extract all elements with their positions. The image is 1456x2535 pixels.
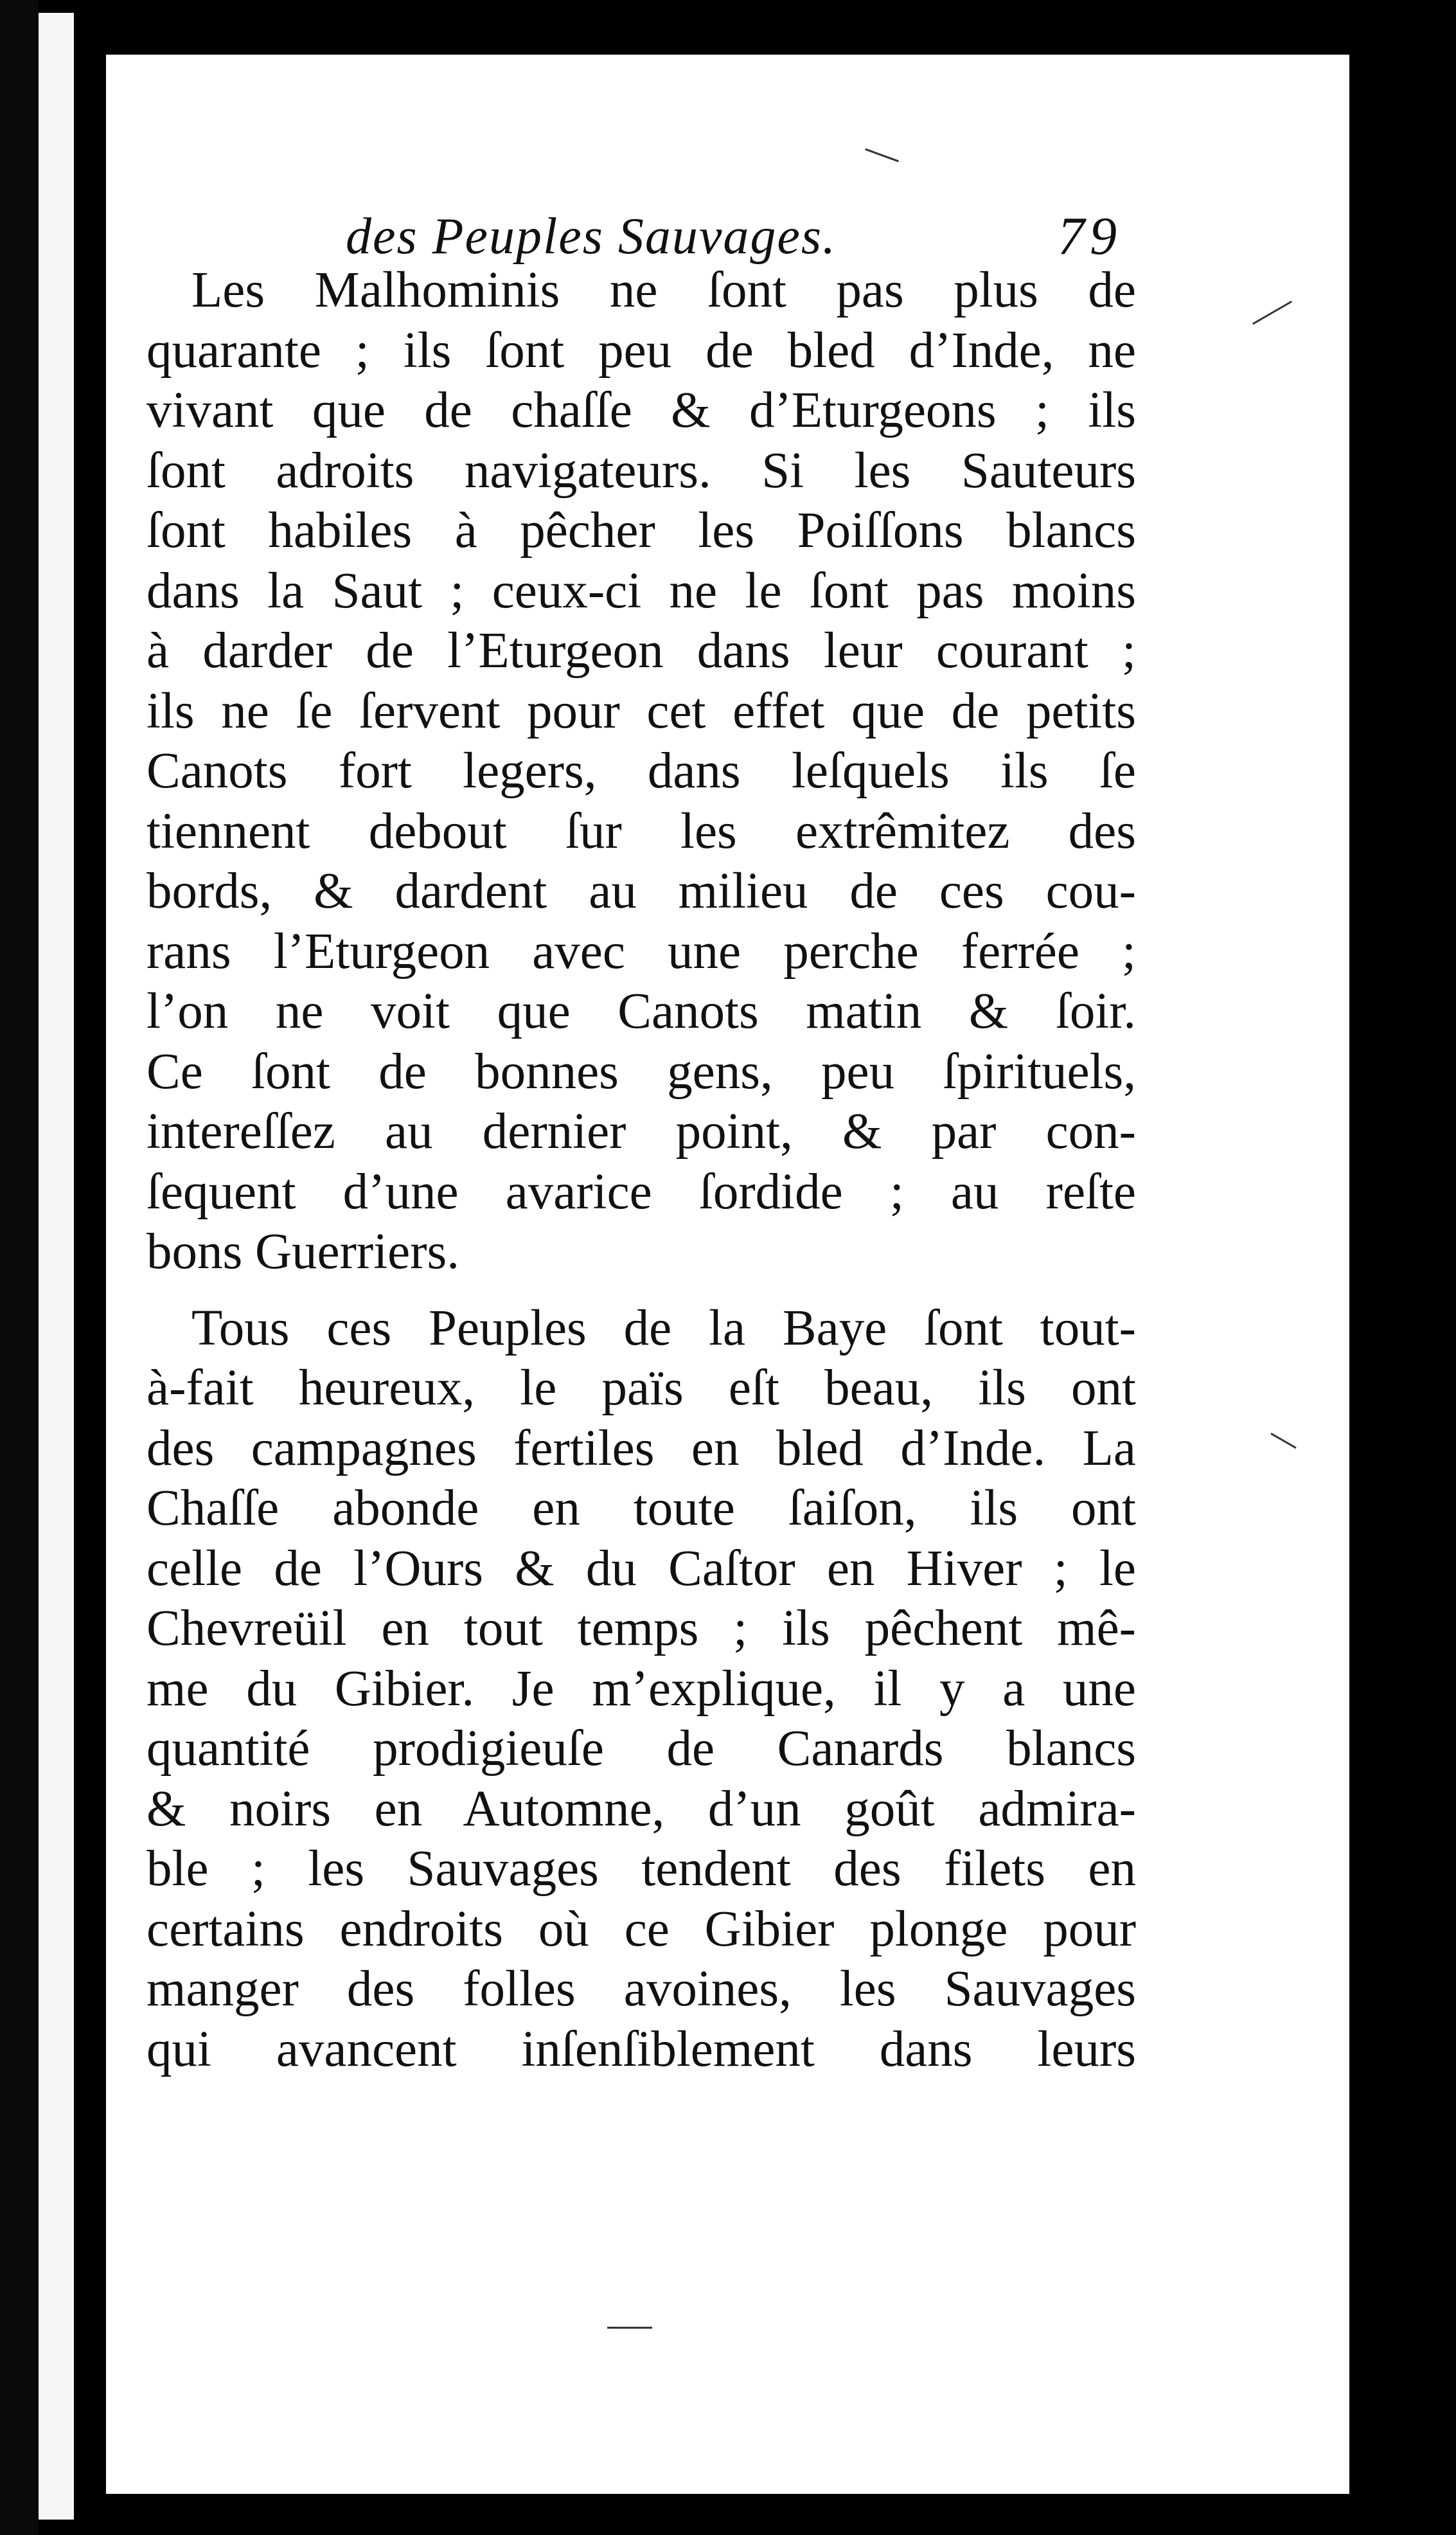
paragraph-gap (146, 1282, 1136, 1298)
paper-speck (865, 148, 899, 163)
text-line: ils ne ſe ſervent pour cet effet que de petits (146, 683, 1136, 739)
text-line: quarante ; ils ſont peu de bled d’Inde, ne (146, 322, 1136, 379)
text-line: bords, & dardent au milieu de ces cou- (146, 863, 1136, 919)
text-line: des campagnes fertiles en bled d’Inde. La (146, 1420, 1136, 1476)
text-line: Tous ces Peuples de la Baye ſont tout- (191, 1300, 1136, 1356)
paper-speck (607, 2327, 652, 2329)
text-line: quantité prodigieuſe de Canards blancs (146, 1721, 1136, 1777)
text-line: à-fait heureux, le païs eſt beau, ils ont (146, 1360, 1136, 1416)
text-line: ſont habiles à pêcher les Poiſſons blancs (146, 503, 1136, 559)
text-line: Ce ſont de bonnes gens, peu ſpirituels, (146, 1043, 1136, 1100)
text-line: me du Gibier. Je m’explique, il y a une (146, 1660, 1136, 1717)
facing-page-edge (39, 13, 74, 2520)
text-line: Chevreüil en tout temps ; ils pêchent mê- (146, 1600, 1136, 1656)
binding-shadow (0, 0, 39, 2535)
text-line: celle de l’Ours & du Caſtor en Hiver ; le (146, 1540, 1136, 1597)
running-title: des Peuples Sauvages. (346, 208, 837, 265)
text-line: & noirs en Automne, d’un goût admira- (146, 1780, 1136, 1837)
paper-speck (1252, 301, 1292, 325)
text-line: manger des folles avoines, les Sauvages (146, 1961, 1136, 2017)
text-line: certains endroits où ce Gibier plonge pour (146, 1901, 1136, 1957)
paper-speck (1270, 1433, 1296, 1449)
text-line: rans l’Eturgeon avec une perche ferrée ; (146, 923, 1136, 980)
text-line: vivant que de chaſſe & d’Eturgeons ; ils (146, 382, 1136, 438)
text-line: ſequent d’une avarice ſordide ; au reſte (146, 1163, 1136, 1220)
text-line: à darder de l’Eturgeon dans leur courant ; (146, 623, 1136, 679)
text-line: qui avancent inſenſiblement dans leurs (146, 2021, 1136, 2077)
text-line: l’on ne voit que Canots matin & ſoir. (146, 983, 1136, 1039)
paragraph (146, 260, 1136, 1282)
page-number: 79 (1058, 206, 1122, 266)
text-line: Canots fort legers, dans leſquels ils ſe (146, 743, 1136, 799)
scan-margin-right (1349, 0, 1456, 2535)
text-line: Chaſſe abonde en toute ſaiſon, ils ont (146, 1480, 1136, 1536)
text-line: bons Guerriers. (146, 1224, 460, 1280)
text-line: Les Malhominis ne ſont pas plus de (191, 262, 1136, 318)
text-line: ble ; les Sauvages tendent des filets en (146, 1841, 1136, 1897)
text-line: ſont adroits navigateurs. Si les Sauteurs (146, 442, 1136, 499)
text-line: intereſſez au dernier point, & par con- (146, 1104, 1136, 1160)
running-head (249, 204, 1213, 269)
paragraph (146, 1298, 1136, 2080)
text-line: dans la Saut ; ceux-ci ne le ſont pas moins (146, 562, 1136, 619)
text-line: tiennent debout ſur les extrêmitez des (146, 803, 1136, 859)
body-text (146, 260, 1136, 2079)
